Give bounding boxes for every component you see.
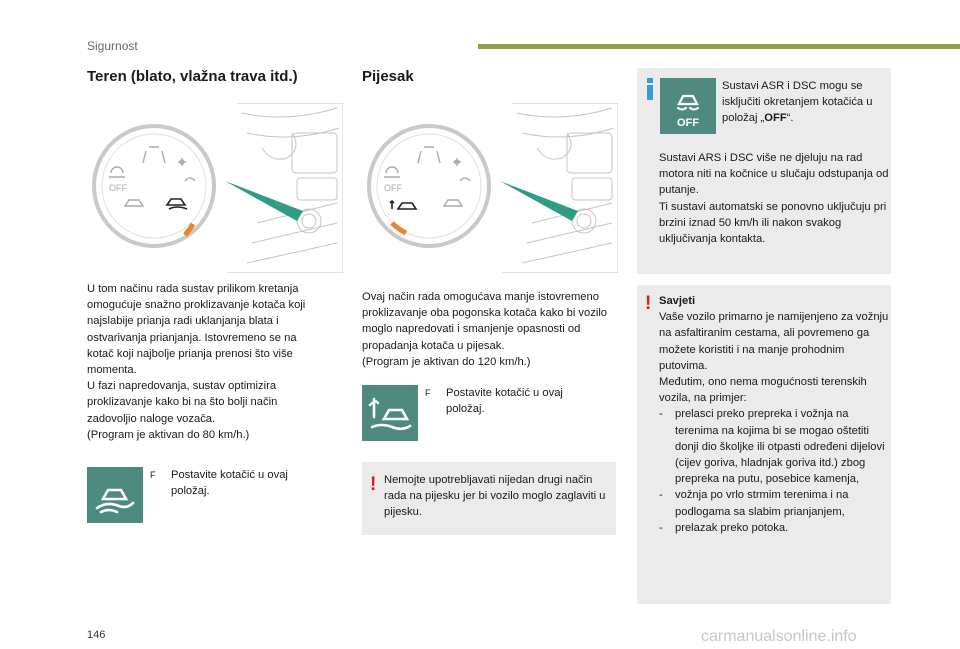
svg-text:OFF: OFF [384,183,402,193]
sand-heading: Pijesak [362,68,414,85]
advice-box [637,285,891,604]
advice-text: Savjeti Vaše vozilo primarno je namijenjeno za vožnju na asfaltiranim cestama, ali povremeno ga možete koristiti i na manje prohodnim putovima. Međutim, ono nema mogućnosti terenskih vozila, na primjer: - prelasci preko prepreka i vožnja na terenima na kojima bi se mogao oštetiti donji dio školjke ili otpasti određeni dijelovi (cijev goriva, hladnjak goriva itd.) zbog prepreka na putu, posebice kamenja, - vožnja po vrlo strmim terenima i na podlogama sa slabim prianjanjem, - prelazak preko potoka. [659,293,889,536]
page-number: 146 [87,629,106,641]
info-icon [646,78,654,100]
header-accent-bar [478,44,960,49]
mud-terrain-icon [87,467,143,523]
advice-title: Savjeti [659,295,696,307]
watermark: carmanualsonline.info [701,628,857,645]
warning-icon: ! [645,293,652,314]
step-bullet-icon: F [150,470,156,480]
mud-mode-dial-illustration [87,103,343,273]
svg-text:OFF: OFF [109,183,127,193]
sand-mode-tile [362,385,418,441]
mud-step: F Postavite kotačić u ovaj položaj. [150,469,288,497]
mud-description: U tom načinu rada sustav prilikom kretanja omogućuje snažno proklizavanje kotača koji najslabije prianja radi uklanjanja blata i ostvarivanja prianjanja. Istovremeno se na kotač koji najbolje prianja prenosi što više momenta. U fazi napredovanja, sustav optimizira proklizavanje kako bi na što bolji način zadovoljio naloge vozača. (Program je aktivan do 80 km/h.) [87,283,306,441]
warning-icon: ! [370,474,377,495]
off-info-box [637,68,891,274]
mud-mode-tile [87,467,143,523]
off-info-intro: Sustavi ASR i DSC mogu se isključiti okretanjem kotačića u položaj „OFF“. [722,80,873,125]
sand-icon [362,385,418,441]
mud-heading: Teren (blato, vlažna trava itd.) [87,68,298,85]
list-item: - prelazak preko potoka. [659,521,789,534]
off-mode-tile [660,78,716,134]
list-item: - prelasci preko prepreka i vožnja na terenima na kojima bi se mogao oštetiti donji dio školjke ili otpasti određeni dijelovi (cijev goriva, hladnjak goriva itd.) zbog prepreka na putu, posebice kamenja, [659,408,885,486]
sand-warning-text: Nemojte upotrebljavati nijedan drugi način rada na pijesku jer bi vozilo moglo zaglaviti u pijesku. [384,474,606,519]
sand-step: F Postavite kotačić u ovaj položaj. [425,387,563,415]
section-title: Sigurnost [87,39,138,53]
off-info-details: Sustavi ARS i DSC više ne djeluju na rad motora niti na kočnice u slučaju odstupanja od putanje. Ti sustavi automatski se ponovno uključuju pri brzini iznad 50 km/h ili nakon svakog uključivanja kontakta. [659,152,889,246]
sand-description: Ovaj način rada omogućava manje istovremeno proklizavanje oba pogonska kotača kako bi vozilo moglo napredovati i smanjenje opasnosti od propadanja kotača u pijesak. (Program je aktivan do 120 km/h.) [362,291,608,368]
sand-mode-dial-illustration [362,103,618,273]
list-item: - vožnja po vrlo strmim terenima i na podlogama sa slabim prianjanjem, [659,489,849,518]
off-icon-label: OFF [677,117,699,129]
traction-off-icon [660,78,716,134]
sand-warning-box [362,462,616,535]
step-bullet-icon: F [425,388,431,398]
